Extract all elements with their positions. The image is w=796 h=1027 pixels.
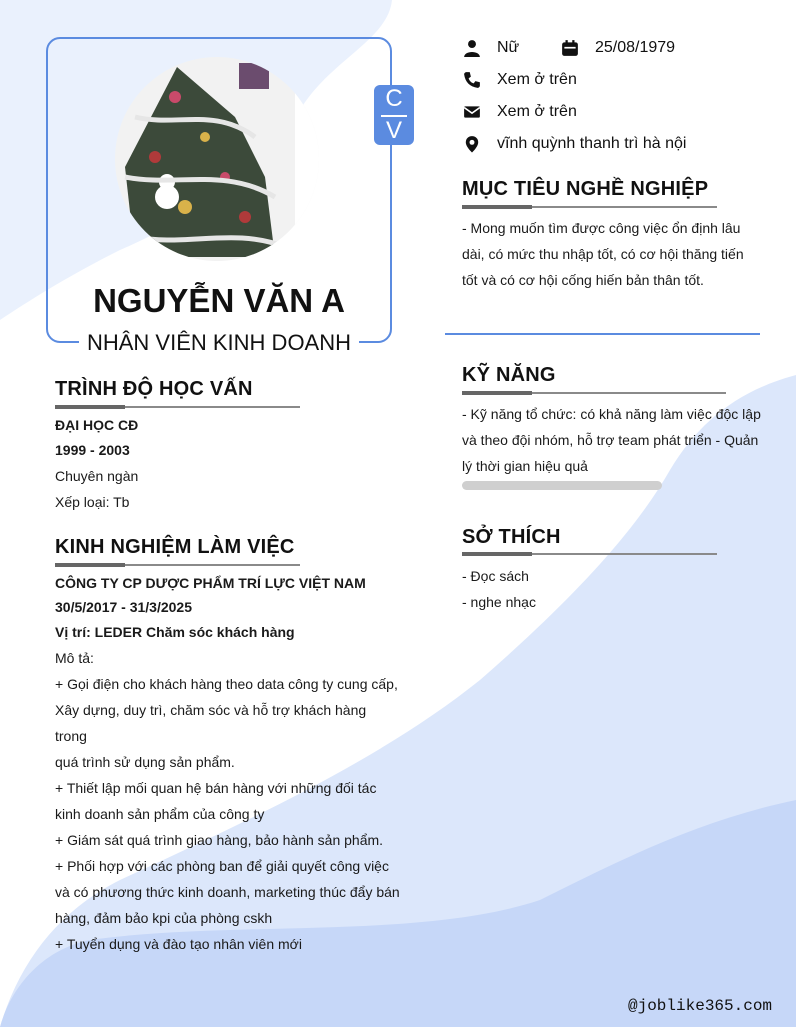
skills-rule [462, 392, 726, 394]
experience-details [55, 571, 400, 957]
envelope-icon [463, 103, 481, 121]
education-details [55, 413, 395, 515]
experience-line: + Phối hợp với các phòng ban để giải quyết công việc [55, 858, 389, 874]
hobby-item: - Đọc sách [462, 568, 529, 584]
experience-line: + Gọi điện cho khách hàng theo data công ty cung cấp, [55, 676, 398, 692]
experience-line: và có phương thức kinh doanh, marketing thúc đẩy bán [55, 884, 400, 900]
job-title [46, 330, 392, 356]
objective-line: - Mong muốn tìm được công việc ổn định lâu [462, 220, 741, 236]
education-grade: Xếp loại: Tb [55, 494, 130, 510]
experience-line: quá trình sử dụng sản phẩm. [55, 754, 235, 770]
experience-line: + Tuyển dụng và đào tạo nhân viên mới [55, 936, 302, 952]
cv-badge [374, 85, 414, 145]
objective-text [462, 215, 762, 293]
person-icon [463, 39, 481, 57]
cv-badge-bottom: V [385, 117, 402, 144]
christmas-tree-photo-icon [115, 57, 319, 261]
experience-line: + Giám sát quá trình giao hàng, bảo hành sản phẩm. [55, 832, 384, 848]
skill-level-bar [462, 481, 662, 490]
objective-line: dài, có mức thu nhập tốt, có cơ hội thăng tiến [462, 246, 744, 262]
objective-title: MỤC TIÊU NGHỀ NGHIỆP [462, 178, 709, 200]
experience-rule [55, 564, 300, 566]
experience-line: Xây dựng, duy trì, chăm sóc và hỗ trợ khách hàng trong [55, 702, 367, 744]
education-years: 1999 - 2003 [55, 442, 130, 458]
map-pin-icon [463, 135, 481, 153]
cv-badge-top: C [385, 85, 403, 112]
birthday-value: 25/08/1979 [595, 39, 676, 56]
experience-period: 30/5/2017 - 31/3/2025 [55, 599, 193, 615]
experience-line: hàng, đảm bảo kpi của phòng cskh [55, 910, 273, 926]
skills-line: và theo đội nhóm, hỗ trợ team phát triển - Quản [462, 432, 759, 448]
profile-photo [115, 57, 319, 261]
objective-rule [462, 206, 717, 208]
objective-line: tốt và có cơ hội cống hiến bản thân tốt. [462, 272, 704, 288]
address-value: vĩnh quỳnh thanh trì hà nội [497, 135, 687, 152]
contact-phone [463, 68, 577, 92]
education-title: TRÌNH ĐỘ HỌC VẤN [55, 378, 253, 400]
hobby-item: - nghe nhạc [462, 594, 536, 610]
hobbies-title: SỞ THÍCH [462, 526, 561, 548]
experience-line: kinh doanh sản phẩm của công ty [55, 806, 265, 822]
education-school: ĐẠI HỌC CĐ [55, 417, 139, 433]
contact-address [463, 132, 686, 156]
phone-value: Xem ở trên [497, 71, 577, 88]
contact-email [463, 100, 577, 124]
watermark: @joblike365.com [628, 997, 773, 1015]
skills-line: lý thời gian hiệu quả [462, 458, 588, 474]
skills-line: - Kỹ năng tổ chức: có khả năng làm việc độc lập [462, 406, 761, 422]
skills-title: KỸ NĂNG [462, 364, 556, 386]
phone-icon [463, 71, 481, 89]
experience-company: CÔNG TY CP DƯỢC PHẨM TRÍ LỰC VIỆT NAM [55, 575, 366, 591]
hobbies-rule [462, 553, 717, 555]
experience-line: + Thiết lập mối quan hệ bán hàng với những đối tác [55, 780, 377, 796]
contact-gender [463, 36, 519, 60]
calendar-icon [561, 39, 579, 57]
experience-desc-label: Mô tả: [55, 650, 94, 666]
experience-title: KINH NGHIỆM LÀM VIỆC [55, 536, 295, 558]
skills-text [462, 401, 767, 479]
education-rule [55, 406, 300, 408]
hobbies-list [462, 563, 536, 615]
contact-birthday [561, 36, 675, 60]
divider [445, 333, 760, 335]
gender-value: Nữ [497, 39, 520, 56]
experience-position: Vị trí: LEDER Chăm sóc khách hàng [55, 624, 295, 640]
education-major: Chuyên ngàn [55, 468, 139, 484]
email-value: Xem ở trên [497, 103, 577, 120]
candidate-name: NGUYỄN VĂN A [93, 282, 345, 319]
job-title-text: NHÂN VIÊN KINH DOANH [79, 330, 359, 355]
